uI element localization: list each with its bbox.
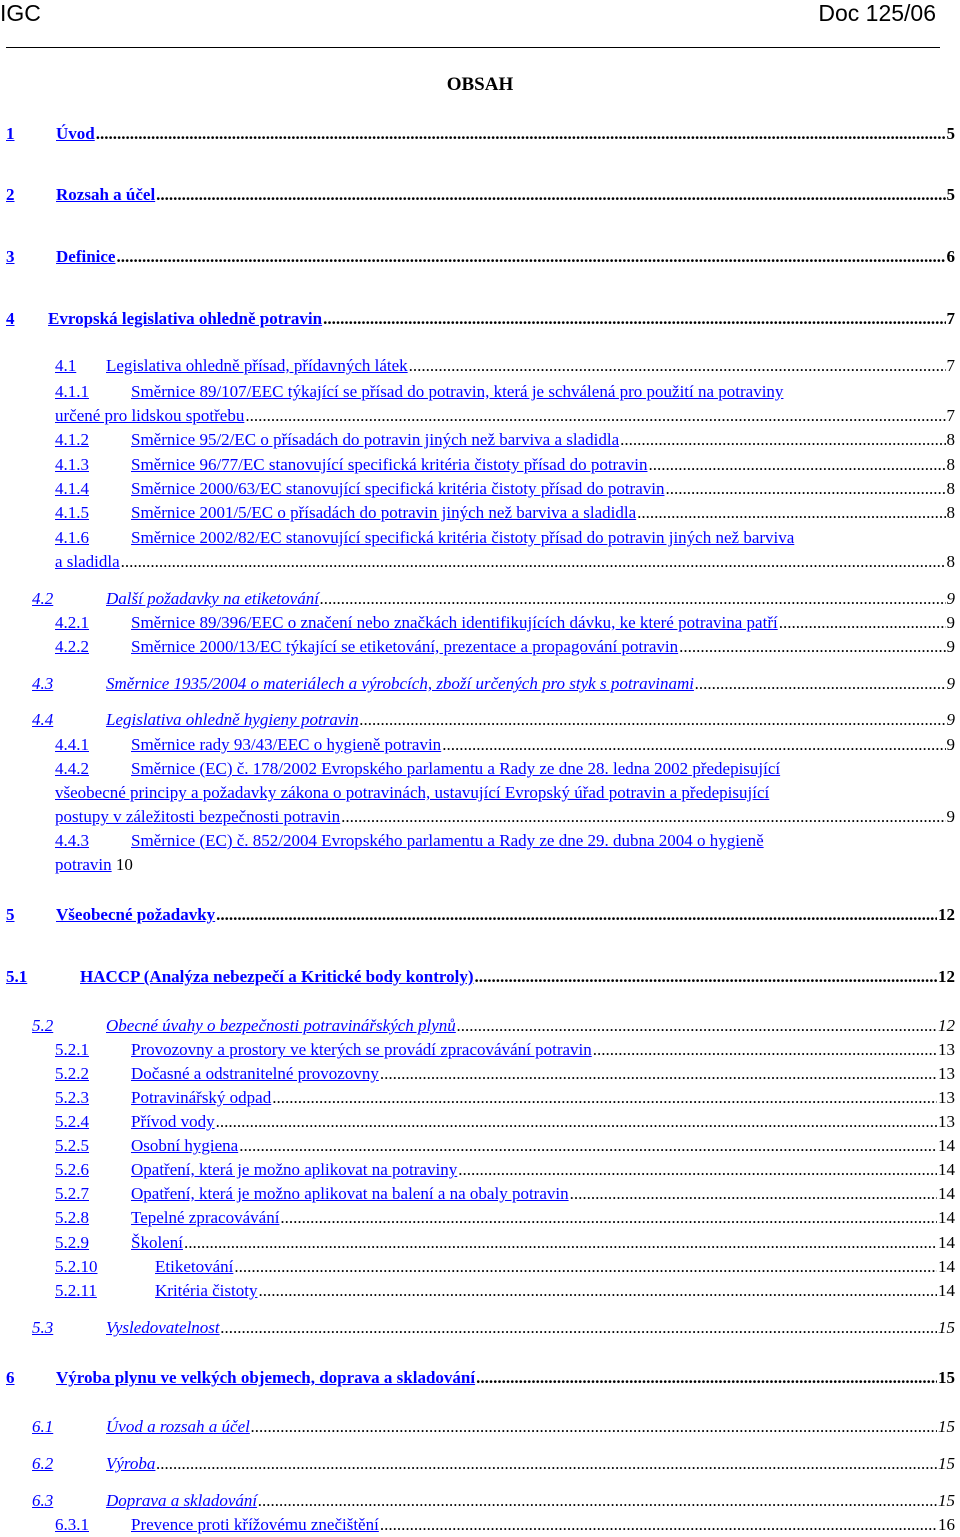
toc-entry-page: 8 <box>946 479 955 498</box>
toc-entry[interactable] <box>0 831 955 853</box>
toc-entry-title[interactable]: Směrnice (EC) č. 178/2002 Evropského parlamentu a Rady ze dne 28. ledna 2002 předepisující <box>131 759 781 778</box>
toc-entry-title[interactable]: Rozsah a účel <box>56 185 156 204</box>
toc-entry[interactable] <box>0 1208 955 1230</box>
toc-entry[interactable] <box>0 430 955 452</box>
toc-entry-title[interactable]: Etiketování <box>155 1257 234 1276</box>
toc-entry-title[interactable]: Doprava a skladování <box>106 1491 258 1510</box>
toc-entry-title[interactable]: Přívod vody <box>131 1112 215 1131</box>
toc-entry[interactable] <box>0 1368 955 1390</box>
toc-entry-number[interactable]: 4.2 <box>32 589 54 608</box>
toc-entry-number[interactable]: 5.2.8 <box>55 1208 89 1227</box>
toc-entry[interactable] <box>0 309 955 331</box>
toc-entry-title[interactable]: Směrnice 89/396/EEC o značení nebo značkách identifikujících dávku, ke které potravina patří <box>131 613 778 632</box>
toc-entry[interactable] <box>0 589 955 611</box>
toc-entry-page: 13 <box>938 1088 955 1107</box>
toc-entry-page: 8 <box>946 455 955 474</box>
toc-entry[interactable] <box>0 1454 955 1476</box>
toc-entry-number[interactable]: 1 <box>6 124 15 143</box>
header-doc-org: IGC <box>0 0 41 26</box>
toc-entry-number[interactable]: 6.3 <box>32 1491 54 1510</box>
toc-entry-number[interactable]: 4.4 <box>32 710 54 729</box>
toc-entry[interactable] <box>0 1016 955 1038</box>
toc-entry-page: 15 <box>938 1417 955 1436</box>
toc-entry-title-cont[interactable]: všeobecné principy a požadavky zákona o potravinách, ustavující Evropský úřad potravin a předepisující <box>55 783 770 802</box>
toc-entry-title[interactable]: Opatření, která je možno aplikovat na balení a na obaly potravin <box>131 1184 569 1203</box>
toc-entry[interactable] <box>0 1281 955 1303</box>
toc-entry-number[interactable]: 4.1.5 <box>55 503 89 522</box>
toc-entry[interactable] <box>0 1491 955 1513</box>
toc-entry[interactable] <box>0 1064 955 1086</box>
toc-entry[interactable] <box>0 528 955 550</box>
toc-entry-number[interactable]: 6.1 <box>32 1417 54 1436</box>
toc-entry[interactable] <box>0 1257 955 1279</box>
toc-entry-page: 7 <box>946 356 955 375</box>
toc-entry-title[interactable]: Úvod <box>56 124 95 143</box>
toc-entry-continuation[interactable] <box>0 807 955 829</box>
toc-entry-title[interactable]: Směrnice 95/2/EC o přísadách do potravin jiných než barviva a sladidla <box>131 430 620 449</box>
toc-entry-number[interactable]: 4.1.3 <box>55 455 89 474</box>
toc-entry-number[interactable]: 5.2.5 <box>55 1136 89 1155</box>
toc-entry-title[interactable]: Vysledovatelnost <box>106 1318 220 1337</box>
toc-entry-number[interactable]: 2 <box>6 185 15 204</box>
toc-entry-page: 9 <box>946 710 955 729</box>
toc-entry-number[interactable]: 5.2.11 <box>55 1281 97 1300</box>
toc-entry-page: 8 <box>946 430 955 449</box>
toc-entry-page: 15 <box>938 1454 955 1473</box>
toc-entry-title[interactable]: Směrnice 2000/63/EC stanovující specifická kritéria čistoty přísad do potravin <box>131 479 665 498</box>
toc-entry-number[interactable]: 5.2.7 <box>55 1184 89 1203</box>
toc-entry-page: 7 <box>946 406 955 425</box>
toc-entry-continuation[interactable] <box>0 552 955 574</box>
toc-entry-continuation[interactable] <box>0 783 955 805</box>
toc-entry[interactable] <box>0 637 955 659</box>
toc-entry[interactable] <box>0 382 955 404</box>
toc-entry-number[interactable]: 4.4.2 <box>55 759 89 778</box>
toc-entry-page: 15 <box>938 1318 955 1337</box>
toc-entry[interactable] <box>0 503 955 525</box>
toc-entry[interactable] <box>0 759 955 781</box>
toc-entry-number[interactable]: 4.1.1 <box>55 382 89 401</box>
toc-entry-number[interactable]: 4.2.2 <box>55 637 89 656</box>
toc-entry-number[interactable]: 6.3.1 <box>55 1515 89 1534</box>
toc-entry-title[interactable]: Směrnice 2000/13/EC týkající se etiketování, prezentace a propagování potravin <box>131 637 679 656</box>
toc-entry-title[interactable]: Potravinářský odpad <box>131 1088 272 1107</box>
toc-entry-title[interactable]: Evropská legislativa ohledně potravin <box>48 309 323 328</box>
toc-entry-page: 13 <box>938 1112 955 1131</box>
toc-entry-title[interactable]: Legislativa ohledně hygieny potravin <box>106 710 359 729</box>
toc-entry-number[interactable]: 4 <box>6 309 15 328</box>
toc-entry-title[interactable]: HACCP (Analýza nebezpečí a Kritické body kontroly) <box>80 967 474 986</box>
toc-entry-number[interactable]: 5.2.9 <box>55 1233 89 1252</box>
toc-entry-title-cont[interactable]: určené pro lidskou spotřebu <box>55 406 245 425</box>
toc-entry-page: 14 <box>938 1208 955 1227</box>
toc-entry-number[interactable]: 5.3 <box>32 1318 54 1337</box>
toc-entry-title[interactable]: Osobní hygiena <box>131 1136 239 1155</box>
toc-entry-number[interactable]: 5.2.4 <box>55 1112 89 1131</box>
toc-entry-number[interactable]: 4.1.2 <box>55 430 89 449</box>
toc-entry-page: 9 <box>946 807 955 826</box>
toc-entry[interactable] <box>0 124 955 146</box>
toc-entry-page: 9 <box>946 674 955 693</box>
toc-entry-number[interactable]: 5.2.1 <box>55 1040 89 1059</box>
toc-entry-title[interactable]: Tepelné zpracovávání <box>131 1208 280 1227</box>
toc-entry-number[interactable]: 4.1 <box>55 356 77 375</box>
toc-entry-number[interactable]: 5.2.10 <box>55 1257 98 1276</box>
toc-entry-number[interactable]: 4.4.3 <box>55 831 89 850</box>
toc-entry-page: 8 <box>946 552 955 571</box>
header-rule <box>6 47 940 48</box>
toc-entry-page: 9 <box>946 613 955 632</box>
toc-entry[interactable] <box>0 710 955 732</box>
toc-entry-title[interactable]: Směrnice 2001/5/EC o přísadách do potravin jiných než barviva a sladidla <box>131 503 637 522</box>
toc-entry-page: 12 <box>938 967 955 986</box>
toc-entry-number[interactable]: 5.1 <box>6 967 28 986</box>
page-title: OBSAH <box>446 74 514 95</box>
toc-entry-title[interactable]: Směrnice (EC) č. 852/2004 Evropského parlamentu a Rady ze dne 29. dubna 2004 o hygieně <box>131 831 764 850</box>
toc-entry-page: 5 <box>946 124 955 143</box>
header-doc-number: Doc 125/06 <box>818 0 936 26</box>
toc-entry-number[interactable]: 4.1.6 <box>55 528 89 547</box>
toc-entry-title[interactable]: Směrnice rady 93/43/EEC o hygieně potravin <box>131 735 442 754</box>
toc-entry[interactable] <box>0 1318 955 1340</box>
toc-entry-page: 14 <box>938 1233 955 1252</box>
toc-entry-title[interactable]: Legislativa ohledně přísad, přídavných látek <box>106 356 408 375</box>
toc-entry-page: 10 <box>115 855 133 874</box>
toc-entry-title[interactable]: Obecné úvahy o bezpečnosti potravinářských plynů <box>106 1016 456 1035</box>
toc-entry-title-cont[interactable]: a sladidla <box>55 552 120 571</box>
toc-entry[interactable] <box>0 185 955 207</box>
toc-entry-page: 9 <box>946 637 955 656</box>
toc-entry[interactable] <box>0 1417 955 1439</box>
toc-entry[interactable] <box>0 356 955 378</box>
toc-entry-title[interactable]: Prevence proti křížovému znečištění <box>131 1515 379 1534</box>
toc-entry-title-cont[interactable]: potravin <box>55 855 112 874</box>
toc-entry-number[interactable]: 5.2.3 <box>55 1088 89 1107</box>
toc-entry[interactable] <box>0 1088 955 1110</box>
toc-entry-title[interactable]: Dočasné a odstranitelné provozovny <box>131 1064 379 1083</box>
toc-entry-title[interactable]: Všeobecné požadavky <box>56 905 216 924</box>
toc-entry[interactable] <box>0 1184 955 1206</box>
toc-entry-number[interactable]: 4.2.1 <box>55 613 89 632</box>
toc-entry-page: 14 <box>938 1160 955 1179</box>
toc-entry-page: 15 <box>938 1491 955 1510</box>
toc-entry-page: 13 <box>938 1040 955 1059</box>
toc-entry-page: 12 <box>938 905 955 924</box>
toc-entry-page: 16 <box>938 1515 955 1534</box>
toc-entry-page: 9 <box>946 589 955 608</box>
toc-entry-number[interactable]: 4.1.4 <box>55 479 89 498</box>
toc-entry[interactable] <box>0 247 955 269</box>
toc-entry-number[interactable]: 4.4.1 <box>55 735 89 754</box>
toc-entry-page: 12 <box>938 1016 955 1035</box>
toc-entry[interactable] <box>0 674 955 696</box>
toc-entry-title[interactable]: Směrnice 96/77/EC stanovující specifická kritéria čistoty přísad do potravin <box>131 455 648 474</box>
toc-entry[interactable] <box>0 1040 955 1062</box>
toc-entry-number[interactable]: 5.2.2 <box>55 1064 89 1083</box>
toc-entry-page: 15 <box>938 1368 955 1387</box>
toc-entry-title[interactable]: Směrnice 2002/82/EC stanovující specifická kritéria čistoty přísad do potravin jiných než barviva <box>131 528 795 547</box>
toc-entry-page: 14 <box>938 1257 955 1276</box>
toc-entry[interactable] <box>0 1136 955 1158</box>
toc-entry[interactable] <box>0 1233 955 1255</box>
toc-entry[interactable] <box>0 1160 955 1182</box>
toc-entry-page: 13 <box>938 1064 955 1083</box>
toc-entry-number[interactable]: 4.3 <box>32 674 54 693</box>
toc-entry-title[interactable]: Směrnice 89/107/EEC týkající se přísad do potravin, která je schválená pro použití na potraviny <box>131 382 784 401</box>
toc-entry-continuation[interactable] <box>0 406 955 428</box>
toc-entry[interactable] <box>0 905 955 927</box>
toc-entry-page: 7 <box>946 309 955 328</box>
toc-entry-title[interactable]: Úvod a rozsah a účel <box>106 1417 250 1436</box>
toc-entry[interactable] <box>0 1515 955 1537</box>
toc-entry-page: 5 <box>946 185 955 204</box>
toc-entry-title[interactable]: Provozovny a prostory ve kterých se provádí zpracovávání potravin <box>131 1040 592 1059</box>
toc-entry-number[interactable]: 3 <box>6 247 15 266</box>
toc-entry-number[interactable]: 5 <box>6 905 15 924</box>
toc-entry-title[interactable]: Opatření, která je možno aplikovat na potraviny <box>131 1160 458 1179</box>
toc-entry-title[interactable]: Školení <box>131 1233 183 1252</box>
toc-entry-page: 8 <box>946 503 955 522</box>
toc-entry-number[interactable]: 5.2.6 <box>55 1160 89 1179</box>
toc-entry-page: 6 <box>946 247 955 266</box>
toc-entry[interactable] <box>0 1112 955 1134</box>
toc-entry-number[interactable]: 6 <box>6 1368 15 1387</box>
toc-entry-title[interactable]: Směrnice 1935/2004 o materiálech a výrobcích, zboží určených pro styk s potravinami <box>106 674 694 693</box>
toc-entry-continuation[interactable] <box>0 855 955 877</box>
toc-entry-page: 14 <box>938 1136 955 1155</box>
toc-entry-title[interactable]: Kritéria čistoty <box>155 1281 258 1300</box>
toc-entry-title[interactable]: Definice <box>56 247 116 266</box>
toc-entry[interactable] <box>0 967 955 989</box>
toc-entry[interactable] <box>0 613 955 635</box>
toc-entry[interactable] <box>0 735 955 757</box>
toc-entry-title[interactable]: Výroba <box>106 1454 156 1473</box>
toc-entry-title[interactable]: Výroba plynu ve velkých objemech, doprava a skladování <box>56 1368 476 1387</box>
toc-entry-number[interactable]: 6.2 <box>32 1454 54 1473</box>
toc-entry-title[interactable]: Další požadavky na etiketování <box>106 589 319 608</box>
toc-entry-page: 14 <box>938 1184 955 1203</box>
toc-entry-number[interactable]: 5.2 <box>32 1016 54 1035</box>
toc-entry-page: 9 <box>946 735 955 754</box>
toc-entry[interactable] <box>0 455 955 477</box>
toc-entry-page: 14 <box>938 1281 955 1300</box>
toc-entry[interactable] <box>0 479 955 501</box>
toc-entry-title-cont[interactable]: postupy v záležitosti bezpečnosti potravin <box>55 807 341 826</box>
